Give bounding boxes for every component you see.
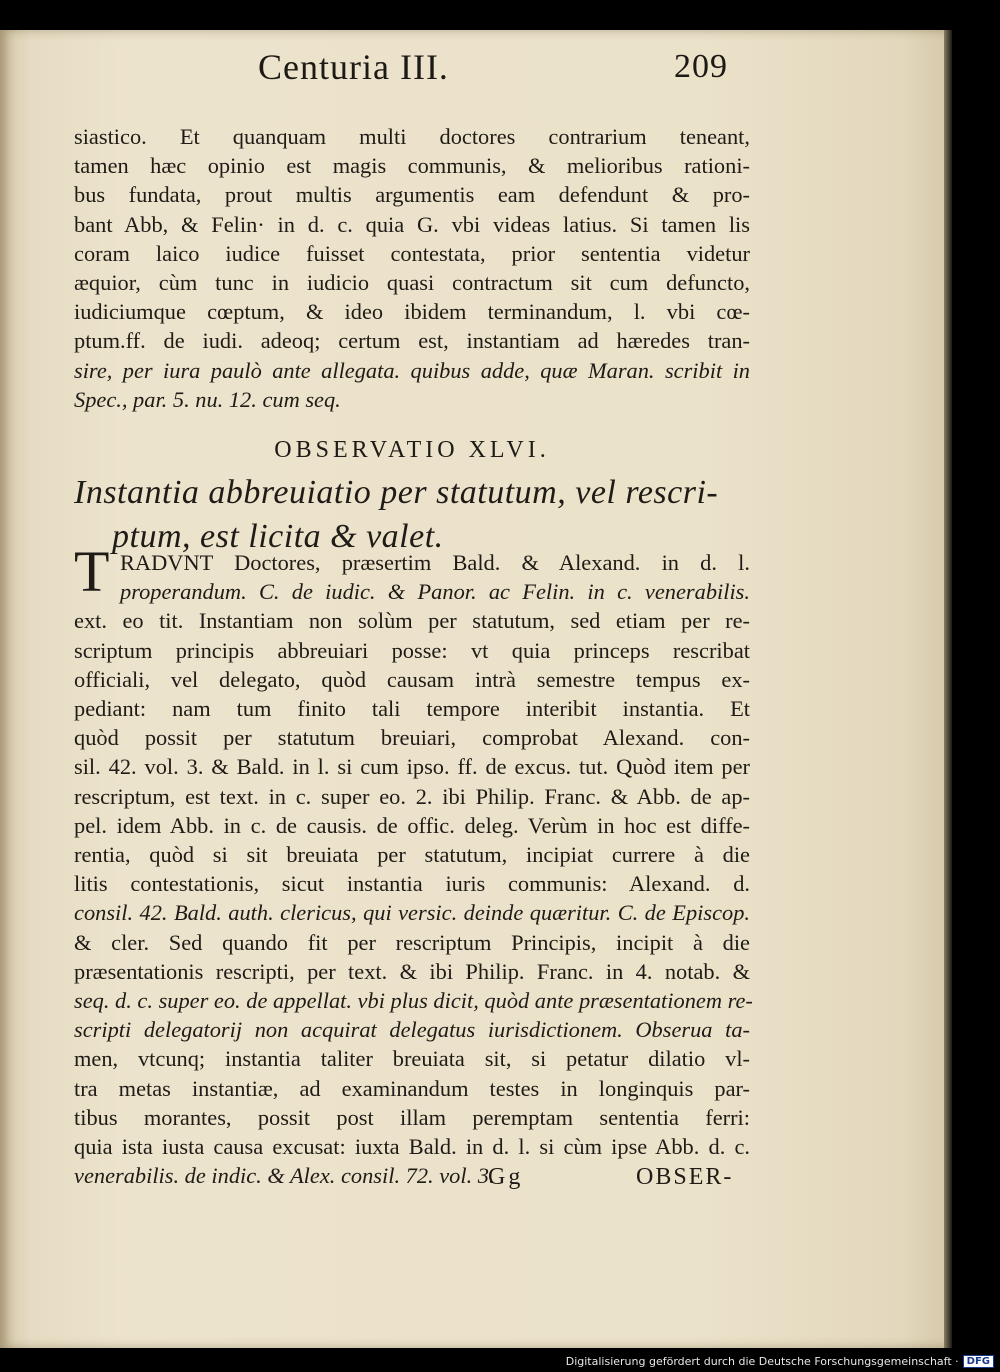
- text-line: litis contestationis, sicut instantia iuris communis: Alexand. d.: [74, 871, 750, 897]
- text-line: coram laico iudice fuisset contestata, prior sententia videtur: [74, 240, 750, 266]
- text-line: & cler. Sed quando fit per rescriptum Principis, incipit à die: [74, 929, 750, 955]
- text-line: tra metas instantiæ, ad examinandum testes in longinquis par-: [74, 1075, 750, 1101]
- text-line: tibus morantes, possit post illam peremptam sententia ferri:: [74, 1104, 750, 1130]
- text-line: quòd possit per statutum breuiari, comprobat Alexand. con-: [74, 725, 750, 751]
- text-line: siastico. Et quanquam multi doctores contrarium teneant,: [74, 124, 750, 149]
- dfg-logo: DFG: [963, 1355, 994, 1368]
- section-heading: OBSERVATIO XLVI.: [274, 437, 550, 464]
- catchword: OBSER-: [636, 1164, 734, 1190]
- text-line: Spec., par. 5. nu. 12. cum seq.: [74, 386, 341, 412]
- running-header: [0, 46, 948, 106]
- text-line: venerabilis. de indic. & Alex. consil. 72. vol. 3.: [74, 1163, 495, 1189]
- text-line: scriptum principis abbreuiari posse: vt quia princeps rescribat: [74, 637, 750, 663]
- text-line: properandum. C. de iudic. & Panor. ac Felin. in c. venerabilis.: [120, 579, 750, 605]
- running-title: Centuria III.: [258, 47, 449, 87]
- drop-cap: T: [74, 539, 110, 604]
- text-line: sire, per iura paulò ante allegata. quibus adde, quæ Maran. scribit in: [74, 357, 750, 383]
- text-line: præsentationis rescripti, per text. & ibi Philip. Franc. in 4. notab. &: [74, 958, 750, 984]
- page-number: 209: [674, 48, 728, 85]
- credit-text: Digitalisierung gefördert durch die Deutsche Forschungsgemeinschaft ·: [565, 1355, 959, 1368]
- signature-mark: Gg: [488, 1164, 524, 1190]
- text-line: rescriptum, est text. in c. super eo. 2. ibi Philip. Franc. & Abb. de ap-: [74, 783, 750, 809]
- text-line: RADVNT Doctores, præsertim Bald. & Alexand. in d. l.: [120, 550, 750, 575]
- text-line: tamen hæc opinio est magis communis, & melioribus rationi-: [74, 153, 750, 179]
- section-title: [74, 471, 750, 559]
- text-line: bus fundata, prout multis argumentis eam defendunt & pro-: [74, 182, 750, 208]
- text-line: iudiciumque cœptum, & ideo ibidem terminandum, l. vbi cœ-: [74, 299, 750, 325]
- text-line: bant Abb, & Felin· in d. c. quia G. vbi videas latius. Si tamen lis: [74, 211, 750, 237]
- text-line: consil. 42. Bald. auth. clericus, qui versic. deinde quæritur. C. de Episcop.: [74, 900, 750, 926]
- text-line: ptum.ff. de iudi. adeoq; certum est, instantiam ad hæredes tran-: [74, 328, 750, 354]
- page-footer-catchline: [0, 1164, 948, 1194]
- text-line: pediant: nam tum finito tali tempore interibit instantia. Et: [74, 696, 750, 722]
- paragraph-continued: [74, 122, 750, 559]
- section-title-line: Instantia abbreuiatio per statutum, vel rescri-: [74, 474, 719, 512]
- text-line: pel. idem Abb. in c. de causis. de offic. deleg. Verùm in hoc est diffe-: [74, 812, 750, 838]
- text-line: seq. d. c. super eo. de appellat. vbi plus dicit, quòd ante præsentationem re-: [74, 988, 753, 1014]
- text-line: sil. 42. vol. 3. & Bald. in l. si cum ipso. ff. de excus. tut. Quòd item per: [74, 754, 750, 780]
- text-line: rentia, quòd si sit breuiata per statutum, incipiat currere à die: [74, 842, 750, 868]
- page-edge-shadow: [944, 30, 952, 1348]
- text-line: officiali, vel delegato, quòd causam intrà semestre tempus ex-: [74, 666, 750, 692]
- text-line: quia ista iusta causa excusat: iuxta Bald. in d. l. si cùm ipse Abb. d. c.: [74, 1134, 750, 1160]
- section-title-line: ptum, est licita & valet.: [112, 518, 444, 556]
- text-line: ext. eo tit. Instantiam non solùm per statutum, sed etiam per re-: [74, 608, 750, 634]
- digitization-credit: [566, 1355, 994, 1368]
- text-line: æquior, cùm tunc in iudicio quasi contractum sit cum defuncto,: [74, 270, 750, 296]
- text-line: scripti delegatorij non acquirat delegatus iurisdictionem. Obserua ta-: [74, 1017, 750, 1043]
- section-body: [74, 548, 753, 1190]
- text-line: men, vtcunq; instantia taliter breuiata sit, si petatur dilatio vl-: [74, 1046, 750, 1072]
